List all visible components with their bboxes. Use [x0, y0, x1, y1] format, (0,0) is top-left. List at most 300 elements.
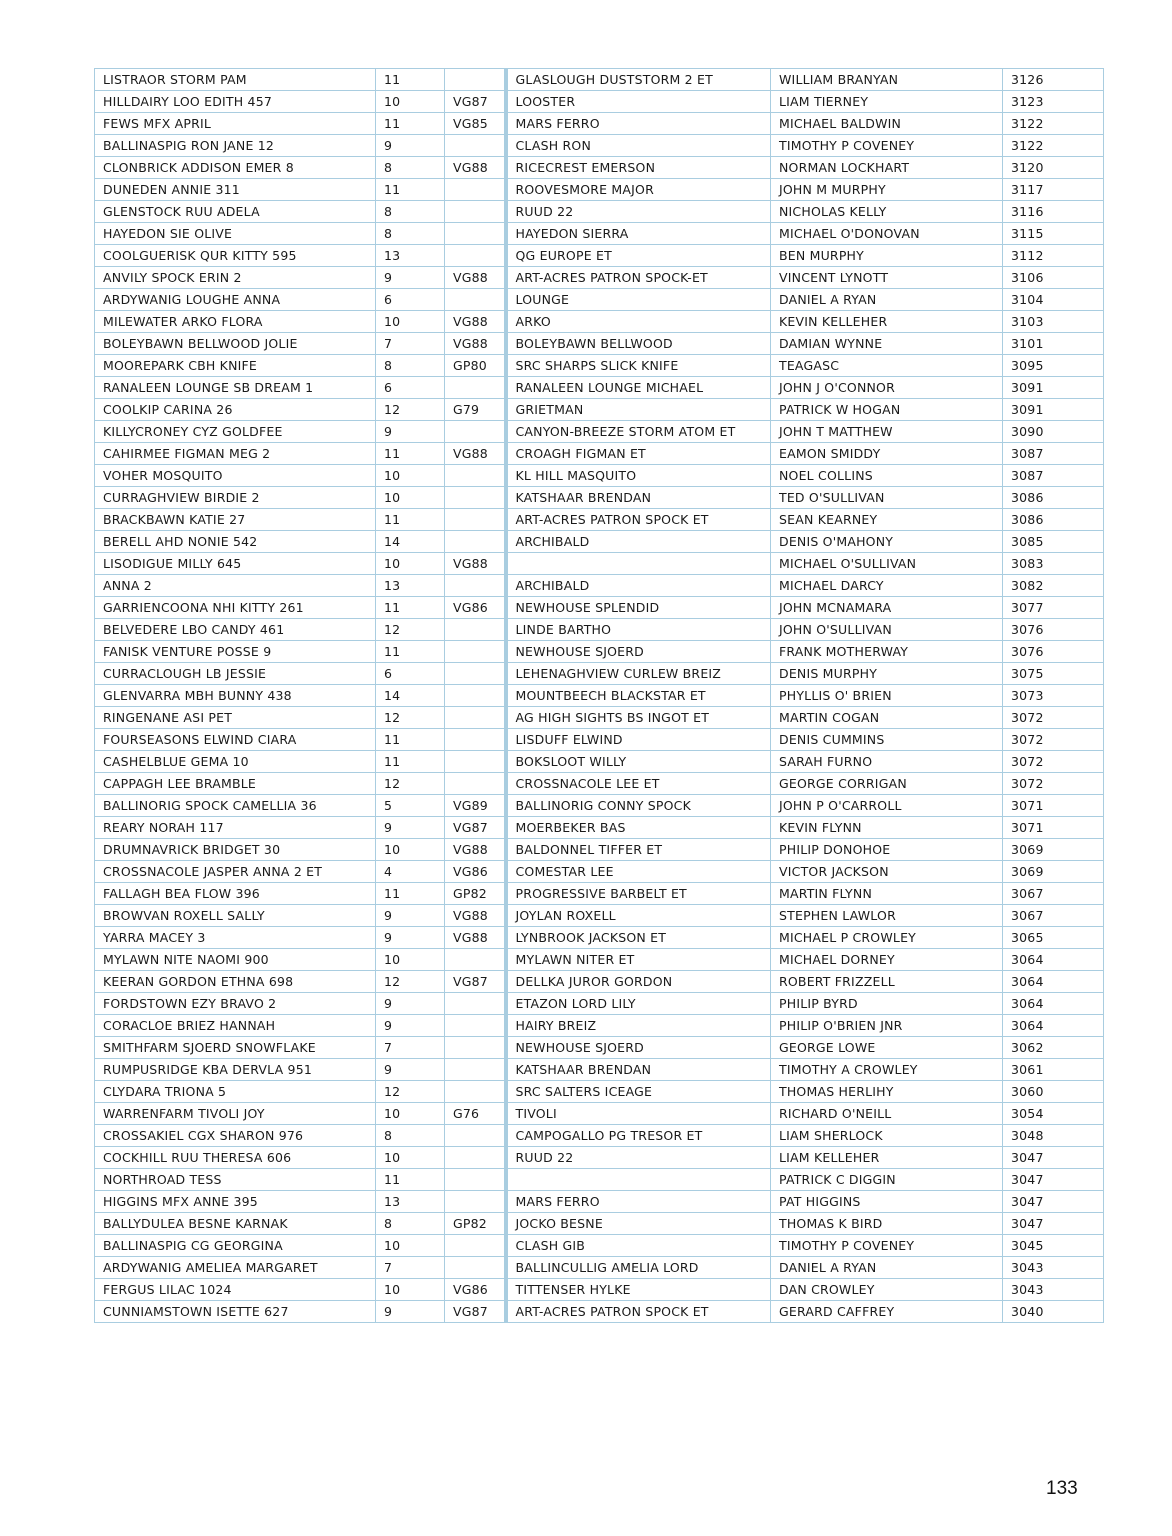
lactation-cell: 11	[376, 641, 445, 663]
lactation-cell: 11	[376, 751, 445, 773]
sire-cell: CLASH GIB	[506, 1235, 771, 1257]
lactation-cell: 9	[376, 135, 445, 157]
index-cell: 3047	[1003, 1213, 1104, 1235]
index-cell: 3101	[1003, 333, 1104, 355]
classification-cell	[445, 223, 506, 245]
owner-cell: JOHN J O'CONNOR	[771, 377, 1003, 399]
classification-cell	[445, 575, 506, 597]
sire-cell: HAIRY BREIZ	[506, 1015, 771, 1037]
table-row	[95, 443, 1104, 465]
index-cell: 3076	[1003, 641, 1104, 663]
classification-cell	[445, 135, 506, 157]
cow-name-cell: BALLINASPIG CG GEORGINA	[95, 1235, 376, 1257]
sire-cell: GRIETMAN	[506, 399, 771, 421]
cow-name-cell: FORDSTOWN EZY BRAVO 2	[95, 993, 376, 1015]
cow-name-cell: COCKHILL RUU THERESA 606	[95, 1147, 376, 1169]
sire-cell: BALLINCULLIG AMELIA LORD	[506, 1257, 771, 1279]
owner-cell: MARTIN FLYNN	[771, 883, 1003, 905]
classification-cell	[445, 1081, 506, 1103]
lactation-cell: 11	[376, 69, 445, 91]
index-cell: 3069	[1003, 839, 1104, 861]
lactation-cell: 13	[376, 1191, 445, 1213]
sire-cell: MYLAWN NITER ET	[506, 949, 771, 971]
sire-cell: JOCKO BESNE	[506, 1213, 771, 1235]
table-row	[95, 487, 1104, 509]
lactation-cell: 6	[376, 289, 445, 311]
cow-name-cell: GARRIENCOONA NHI KITTY 261	[95, 597, 376, 619]
table-row	[95, 751, 1104, 773]
cow-name-cell: GLENVARRA MBH BUNNY 438	[95, 685, 376, 707]
owner-cell: MICHAEL DARCY	[771, 575, 1003, 597]
classification-cell: G76	[445, 1103, 506, 1125]
sire-cell: LOUNGE	[506, 289, 771, 311]
cow-name-cell: RINGENANE ASI PET	[95, 707, 376, 729]
sire-cell: LOOSTER	[506, 91, 771, 113]
lactation-cell: 9	[376, 905, 445, 927]
sire-cell: SRC SALTERS ICEAGE	[506, 1081, 771, 1103]
sire-cell: MOUNTBEECH BLACKSTAR ET	[506, 685, 771, 707]
lactation-cell: 7	[376, 1257, 445, 1279]
classification-cell	[445, 1191, 506, 1213]
index-cell: 3064	[1003, 949, 1104, 971]
lactation-cell: 8	[376, 201, 445, 223]
cow-name-cell: MOOREPARK CBH KNIFE	[95, 355, 376, 377]
sire-cell: HAYEDON SIERRA	[506, 223, 771, 245]
owner-cell: TIMOTHY P COVENEY	[771, 1235, 1003, 1257]
table-row	[95, 157, 1104, 179]
index-cell: 3047	[1003, 1191, 1104, 1213]
sire-cell: JOYLAN ROXELL	[506, 905, 771, 927]
page-number: 133	[1046, 1478, 1078, 1499]
index-cell: 3115	[1003, 223, 1104, 245]
table-row	[95, 597, 1104, 619]
lactation-cell: 10	[376, 1279, 445, 1301]
lactation-cell: 8	[376, 1125, 445, 1147]
classification-cell: VG88	[445, 839, 506, 861]
classification-cell: G79	[445, 399, 506, 421]
sire-cell: ARKO	[506, 311, 771, 333]
table-row	[95, 1169, 1104, 1191]
sire-cell: TIVOLI	[506, 1103, 771, 1125]
sire-cell: MARS FERRO	[506, 113, 771, 135]
sire-cell: GLASLOUGH DUSTSTORM 2 ET	[506, 69, 771, 91]
index-cell: 3091	[1003, 377, 1104, 399]
classification-cell	[445, 421, 506, 443]
index-cell: 3062	[1003, 1037, 1104, 1059]
lactation-cell: 10	[376, 465, 445, 487]
classification-cell	[445, 1235, 506, 1257]
lactation-cell: 9	[376, 1301, 445, 1323]
cow-name-cell: MILEWATER ARKO FLORA	[95, 311, 376, 333]
index-cell: 3040	[1003, 1301, 1104, 1323]
index-cell: 3072	[1003, 707, 1104, 729]
owner-cell: PHILIP DONOHOE	[771, 839, 1003, 861]
owner-cell: GEORGE CORRIGAN	[771, 773, 1003, 795]
lactation-cell: 4	[376, 861, 445, 883]
sire-cell: CROAGH FIGMAN ET	[506, 443, 771, 465]
cow-name-cell: RANALEEN LOUNGE SB DREAM 1	[95, 377, 376, 399]
lactation-cell: 14	[376, 685, 445, 707]
index-cell: 3065	[1003, 927, 1104, 949]
index-cell: 3091	[1003, 399, 1104, 421]
sire-cell: ART-ACRES PATRON SPOCK-ET	[506, 267, 771, 289]
cow-name-cell: CAPPAGH LEE BRAMBLE	[95, 773, 376, 795]
owner-cell: ROBERT FRIZZELL	[771, 971, 1003, 993]
cow-name-cell: KILLYCRONEY CYZ GOLDFEE	[95, 421, 376, 443]
sire-cell: PROGRESSIVE BARBELT ET	[506, 883, 771, 905]
table-row	[95, 839, 1104, 861]
cow-name-cell: ARDYWANIG AMELIEA MARGARET	[95, 1257, 376, 1279]
classification-cell	[445, 993, 506, 1015]
classification-cell	[445, 685, 506, 707]
owner-cell: NOEL COLLINS	[771, 465, 1003, 487]
cow-name-cell: NORTHROAD TESS	[95, 1169, 376, 1191]
classification-cell: VG86	[445, 861, 506, 883]
lactation-cell: 9	[376, 267, 445, 289]
index-cell: 3072	[1003, 729, 1104, 751]
owner-cell: VINCENT LYNOTT	[771, 267, 1003, 289]
owner-cell: LIAM TIERNEY	[771, 91, 1003, 113]
cow-ranking-table	[94, 68, 1104, 1323]
cow-name-cell: LISTRAOR STORM PAM	[95, 69, 376, 91]
classification-cell	[445, 751, 506, 773]
lactation-cell: 7	[376, 333, 445, 355]
table-row	[95, 1191, 1104, 1213]
index-cell: 3064	[1003, 971, 1104, 993]
classification-cell	[445, 619, 506, 641]
cow-name-cell: CROSSAKIEL CGX SHARON 976	[95, 1125, 376, 1147]
classification-cell	[445, 289, 506, 311]
owner-cell: RICHARD O'NEILL	[771, 1103, 1003, 1125]
table-row	[95, 575, 1104, 597]
cow-name-cell: GLENSTOCK RUU ADELA	[95, 201, 376, 223]
table-row	[95, 773, 1104, 795]
table-row	[95, 641, 1104, 663]
table-row	[95, 113, 1104, 135]
index-cell: 3082	[1003, 575, 1104, 597]
sire-cell: BALLINORIG CONNY SPOCK	[506, 795, 771, 817]
index-cell: 3069	[1003, 861, 1104, 883]
index-cell: 3072	[1003, 773, 1104, 795]
table-row	[95, 905, 1104, 927]
cow-name-cell: CORACLOE BRIEZ HANNAH	[95, 1015, 376, 1037]
table-row	[95, 91, 1104, 113]
table-row	[95, 1257, 1104, 1279]
index-cell: 3043	[1003, 1257, 1104, 1279]
lactation-cell: 12	[376, 1081, 445, 1103]
index-cell: 3054	[1003, 1103, 1104, 1125]
cow-name-cell: BROWVAN ROXELL SALLY	[95, 905, 376, 927]
owner-cell: GEORGE LOWE	[771, 1037, 1003, 1059]
classification-cell	[445, 1257, 506, 1279]
lactation-cell: 10	[376, 839, 445, 861]
index-cell: 3103	[1003, 311, 1104, 333]
classification-cell	[445, 663, 506, 685]
classification-cell	[445, 179, 506, 201]
table-row	[95, 817, 1104, 839]
table-row	[95, 531, 1104, 553]
owner-cell: KEVIN FLYNN	[771, 817, 1003, 839]
cow-name-cell: FOURSEASONS ELWIND CIARA	[95, 729, 376, 751]
index-cell: 3047	[1003, 1147, 1104, 1169]
owner-cell: THOMAS K BIRD	[771, 1213, 1003, 1235]
classification-cell	[445, 1059, 506, 1081]
owner-cell: LIAM KELLEHER	[771, 1147, 1003, 1169]
classification-cell: VG87	[445, 91, 506, 113]
cow-name-cell: FANISK VENTURE POSSE 9	[95, 641, 376, 663]
sire-cell: NEWHOUSE SJOERD	[506, 641, 771, 663]
cow-name-cell: ANNA 2	[95, 575, 376, 597]
lactation-cell: 10	[376, 487, 445, 509]
table-row	[95, 311, 1104, 333]
owner-cell: JOHN M MURPHY	[771, 179, 1003, 201]
index-cell: 3076	[1003, 619, 1104, 641]
lactation-cell: 10	[376, 311, 445, 333]
owner-cell: TIMOTHY A CROWLEY	[771, 1059, 1003, 1081]
sire-cell	[506, 1169, 771, 1191]
table-row	[95, 927, 1104, 949]
lactation-cell: 10	[376, 1235, 445, 1257]
table-row	[95, 1103, 1104, 1125]
table-row	[95, 1015, 1104, 1037]
table-row	[95, 729, 1104, 751]
classification-cell: VG88	[445, 267, 506, 289]
table-row	[95, 465, 1104, 487]
classification-cell	[445, 509, 506, 531]
sire-cell: RUUD 22	[506, 201, 771, 223]
table-row	[95, 355, 1104, 377]
sire-cell: RANALEEN LOUNGE MICHAEL	[506, 377, 771, 399]
owner-cell: PATRICK C DIGGIN	[771, 1169, 1003, 1191]
owner-cell: DAMIAN WYNNE	[771, 333, 1003, 355]
table-row	[95, 179, 1104, 201]
sire-cell: RICECREST EMERSON	[506, 157, 771, 179]
sire-cell: BOKSLOOT WILLY	[506, 751, 771, 773]
cow-name-cell: WARRENFARM TIVOLI JOY	[95, 1103, 376, 1125]
cow-name-cell: BOLEYBAWN BELLWOOD JOLIE	[95, 333, 376, 355]
classification-cell	[445, 487, 506, 509]
lactation-cell: 11	[376, 729, 445, 751]
index-cell: 3072	[1003, 751, 1104, 773]
sire-cell: ART-ACRES PATRON SPOCK ET	[506, 1301, 771, 1323]
classification-cell	[445, 201, 506, 223]
table-row	[95, 971, 1104, 993]
owner-cell: SEAN KEARNEY	[771, 509, 1003, 531]
classification-cell: GP82	[445, 883, 506, 905]
index-cell: 3106	[1003, 267, 1104, 289]
classification-cell	[445, 1147, 506, 1169]
lactation-cell: 8	[376, 355, 445, 377]
sire-cell: LYNBROOK JACKSON ET	[506, 927, 771, 949]
cow-name-cell: BALLINORIG SPOCK CAMELLIA 36	[95, 795, 376, 817]
index-cell: 3047	[1003, 1169, 1104, 1191]
sire-cell: KATSHAAR BRENDAN	[506, 1059, 771, 1081]
cow-name-cell: KEERAN GORDON ETHNA 698	[95, 971, 376, 993]
classification-cell	[445, 531, 506, 553]
lactation-cell: 14	[376, 531, 445, 553]
owner-cell: STEPHEN LAWLOR	[771, 905, 1003, 927]
lactation-cell: 13	[376, 245, 445, 267]
classification-cell: VG88	[445, 905, 506, 927]
classification-cell	[445, 1037, 506, 1059]
owner-cell: JOHN MCNAMARA	[771, 597, 1003, 619]
lactation-cell: 9	[376, 421, 445, 443]
cow-name-cell: CLONBRICK ADDISON EMER 8	[95, 157, 376, 179]
sire-cell	[506, 553, 771, 575]
index-cell: 3085	[1003, 531, 1104, 553]
cow-name-cell: FEWS MFX APRIL	[95, 113, 376, 135]
lactation-cell: 8	[376, 157, 445, 179]
sire-cell: CANYON-BREEZE STORM ATOM ET	[506, 421, 771, 443]
cow-name-cell: BRACKBAWN KATIE 27	[95, 509, 376, 531]
table-row	[95, 1213, 1104, 1235]
lactation-cell: 12	[376, 971, 445, 993]
lactation-cell: 9	[376, 817, 445, 839]
owner-cell: MICHAEL BALDWIN	[771, 113, 1003, 135]
lactation-cell: 10	[376, 1147, 445, 1169]
table-row	[95, 1279, 1104, 1301]
index-cell: 3112	[1003, 245, 1104, 267]
sire-cell: CLASH RON	[506, 135, 771, 157]
index-cell: 3043	[1003, 1279, 1104, 1301]
sire-cell: LISDUFF ELWIND	[506, 729, 771, 751]
lactation-cell: 11	[376, 179, 445, 201]
sire-cell: ETAZON LORD LILY	[506, 993, 771, 1015]
index-cell: 3075	[1003, 663, 1104, 685]
lactation-cell: 12	[376, 399, 445, 421]
cow-name-cell: BERELL AHD NONIE 542	[95, 531, 376, 553]
cow-name-cell: DUNEDEN ANNIE 311	[95, 179, 376, 201]
index-cell: 3117	[1003, 179, 1104, 201]
cow-name-cell: BELVEDERE LBO CANDY 461	[95, 619, 376, 641]
cow-name-cell: ANVILY SPOCK ERIN 2	[95, 267, 376, 289]
cow-name-cell: VOHER MOSQUITO	[95, 465, 376, 487]
classification-cell	[445, 377, 506, 399]
owner-cell: KEVIN KELLEHER	[771, 311, 1003, 333]
owner-cell: FRANK MOTHERWAY	[771, 641, 1003, 663]
lactation-cell: 7	[376, 1037, 445, 1059]
owner-cell: MICHAEL DORNEY	[771, 949, 1003, 971]
lactation-cell: 10	[376, 1103, 445, 1125]
classification-cell: VG88	[445, 443, 506, 465]
table-row	[95, 949, 1104, 971]
lactation-cell: 9	[376, 1015, 445, 1037]
sire-cell: LINDE BARTHO	[506, 619, 771, 641]
sire-cell: ROOVESMORE MAJOR	[506, 179, 771, 201]
owner-cell: DENIS O'MAHONY	[771, 531, 1003, 553]
classification-cell: VG86	[445, 597, 506, 619]
cow-name-cell: FERGUS LILAC 1024	[95, 1279, 376, 1301]
index-cell: 3061	[1003, 1059, 1104, 1081]
classification-cell	[445, 1125, 506, 1147]
lactation-cell: 12	[376, 619, 445, 641]
owner-cell: THOMAS HERLIHY	[771, 1081, 1003, 1103]
lactation-cell: 11	[376, 597, 445, 619]
classification-cell: VG85	[445, 113, 506, 135]
lactation-cell: 6	[376, 377, 445, 399]
sire-cell: MOERBEKER BAS	[506, 817, 771, 839]
table-row	[95, 1125, 1104, 1147]
classification-cell: GP80	[445, 355, 506, 377]
sire-cell: ART-ACRES PATRON SPOCK ET	[506, 509, 771, 531]
table-row	[95, 377, 1104, 399]
table-row	[95, 223, 1104, 245]
table-row	[95, 663, 1104, 685]
cow-name-cell: BALLYDULEA BESNE KARNAK	[95, 1213, 376, 1235]
owner-cell: EAMON SMIDDY	[771, 443, 1003, 465]
sire-cell: QG EUROPE ET	[506, 245, 771, 267]
cow-name-cell: COOLKIP CARINA 26	[95, 399, 376, 421]
index-cell: 3067	[1003, 905, 1104, 927]
sire-cell: COMESTAR LEE	[506, 861, 771, 883]
lactation-cell: 11	[376, 113, 445, 135]
cow-name-cell: CASHELBLUE GEMA 10	[95, 751, 376, 773]
lactation-cell: 9	[376, 1059, 445, 1081]
cow-name-cell: SMITHFARM SJOERD SNOWFLAKE	[95, 1037, 376, 1059]
index-cell: 3060	[1003, 1081, 1104, 1103]
index-cell: 3073	[1003, 685, 1104, 707]
cow-name-cell: DRUMNAVRICK BRIDGET 30	[95, 839, 376, 861]
index-cell: 3045	[1003, 1235, 1104, 1257]
table-row	[95, 707, 1104, 729]
lactation-cell: 9	[376, 927, 445, 949]
classification-cell: VG87	[445, 971, 506, 993]
index-cell: 3071	[1003, 795, 1104, 817]
table-row	[95, 421, 1104, 443]
index-cell: 3104	[1003, 289, 1104, 311]
classification-cell: VG87	[445, 817, 506, 839]
sire-cell: DELLKA JUROR GORDON	[506, 971, 771, 993]
index-cell: 3086	[1003, 509, 1104, 531]
sire-cell: TITTENSER HYLKE	[506, 1279, 771, 1301]
cow-name-cell: REARY NORAH 117	[95, 817, 376, 839]
owner-cell: MICHAEL O'SULLIVAN	[771, 553, 1003, 575]
cow-name-cell: HILLDAIRY LOO EDITH 457	[95, 91, 376, 113]
table-row	[95, 289, 1104, 311]
owner-cell: DANIEL A RYAN	[771, 1257, 1003, 1279]
owner-cell: PAT HIGGINS	[771, 1191, 1003, 1213]
index-cell: 3122	[1003, 135, 1104, 157]
sire-cell: ARCHIBALD	[506, 531, 771, 553]
classification-cell	[445, 949, 506, 971]
table-row	[95, 69, 1104, 91]
index-cell: 3120	[1003, 157, 1104, 179]
classification-cell: VG88	[445, 157, 506, 179]
classification-cell: VG88	[445, 927, 506, 949]
cow-name-cell: FALLAGH BEA FLOW 396	[95, 883, 376, 905]
table-row	[95, 1147, 1104, 1169]
lactation-cell: 11	[376, 509, 445, 531]
lactation-cell: 13	[376, 575, 445, 597]
lactation-cell: 10	[376, 949, 445, 971]
owner-cell: NICHOLAS KELLY	[771, 201, 1003, 223]
table-row	[95, 1037, 1104, 1059]
table-row	[95, 399, 1104, 421]
table-row	[95, 619, 1104, 641]
classification-cell: VG87	[445, 1301, 506, 1323]
table-row	[95, 1081, 1104, 1103]
classification-cell: VG88	[445, 553, 506, 575]
table-row	[95, 245, 1104, 267]
cow-name-cell: CROSSNACOLE JASPER ANNA 2 ET	[95, 861, 376, 883]
lactation-cell: 11	[376, 443, 445, 465]
owner-cell: MARTIN COGAN	[771, 707, 1003, 729]
lactation-cell: 12	[376, 707, 445, 729]
owner-cell: TEAGASC	[771, 355, 1003, 377]
table-row	[95, 333, 1104, 355]
lactation-cell: 11	[376, 1169, 445, 1191]
classification-cell	[445, 641, 506, 663]
